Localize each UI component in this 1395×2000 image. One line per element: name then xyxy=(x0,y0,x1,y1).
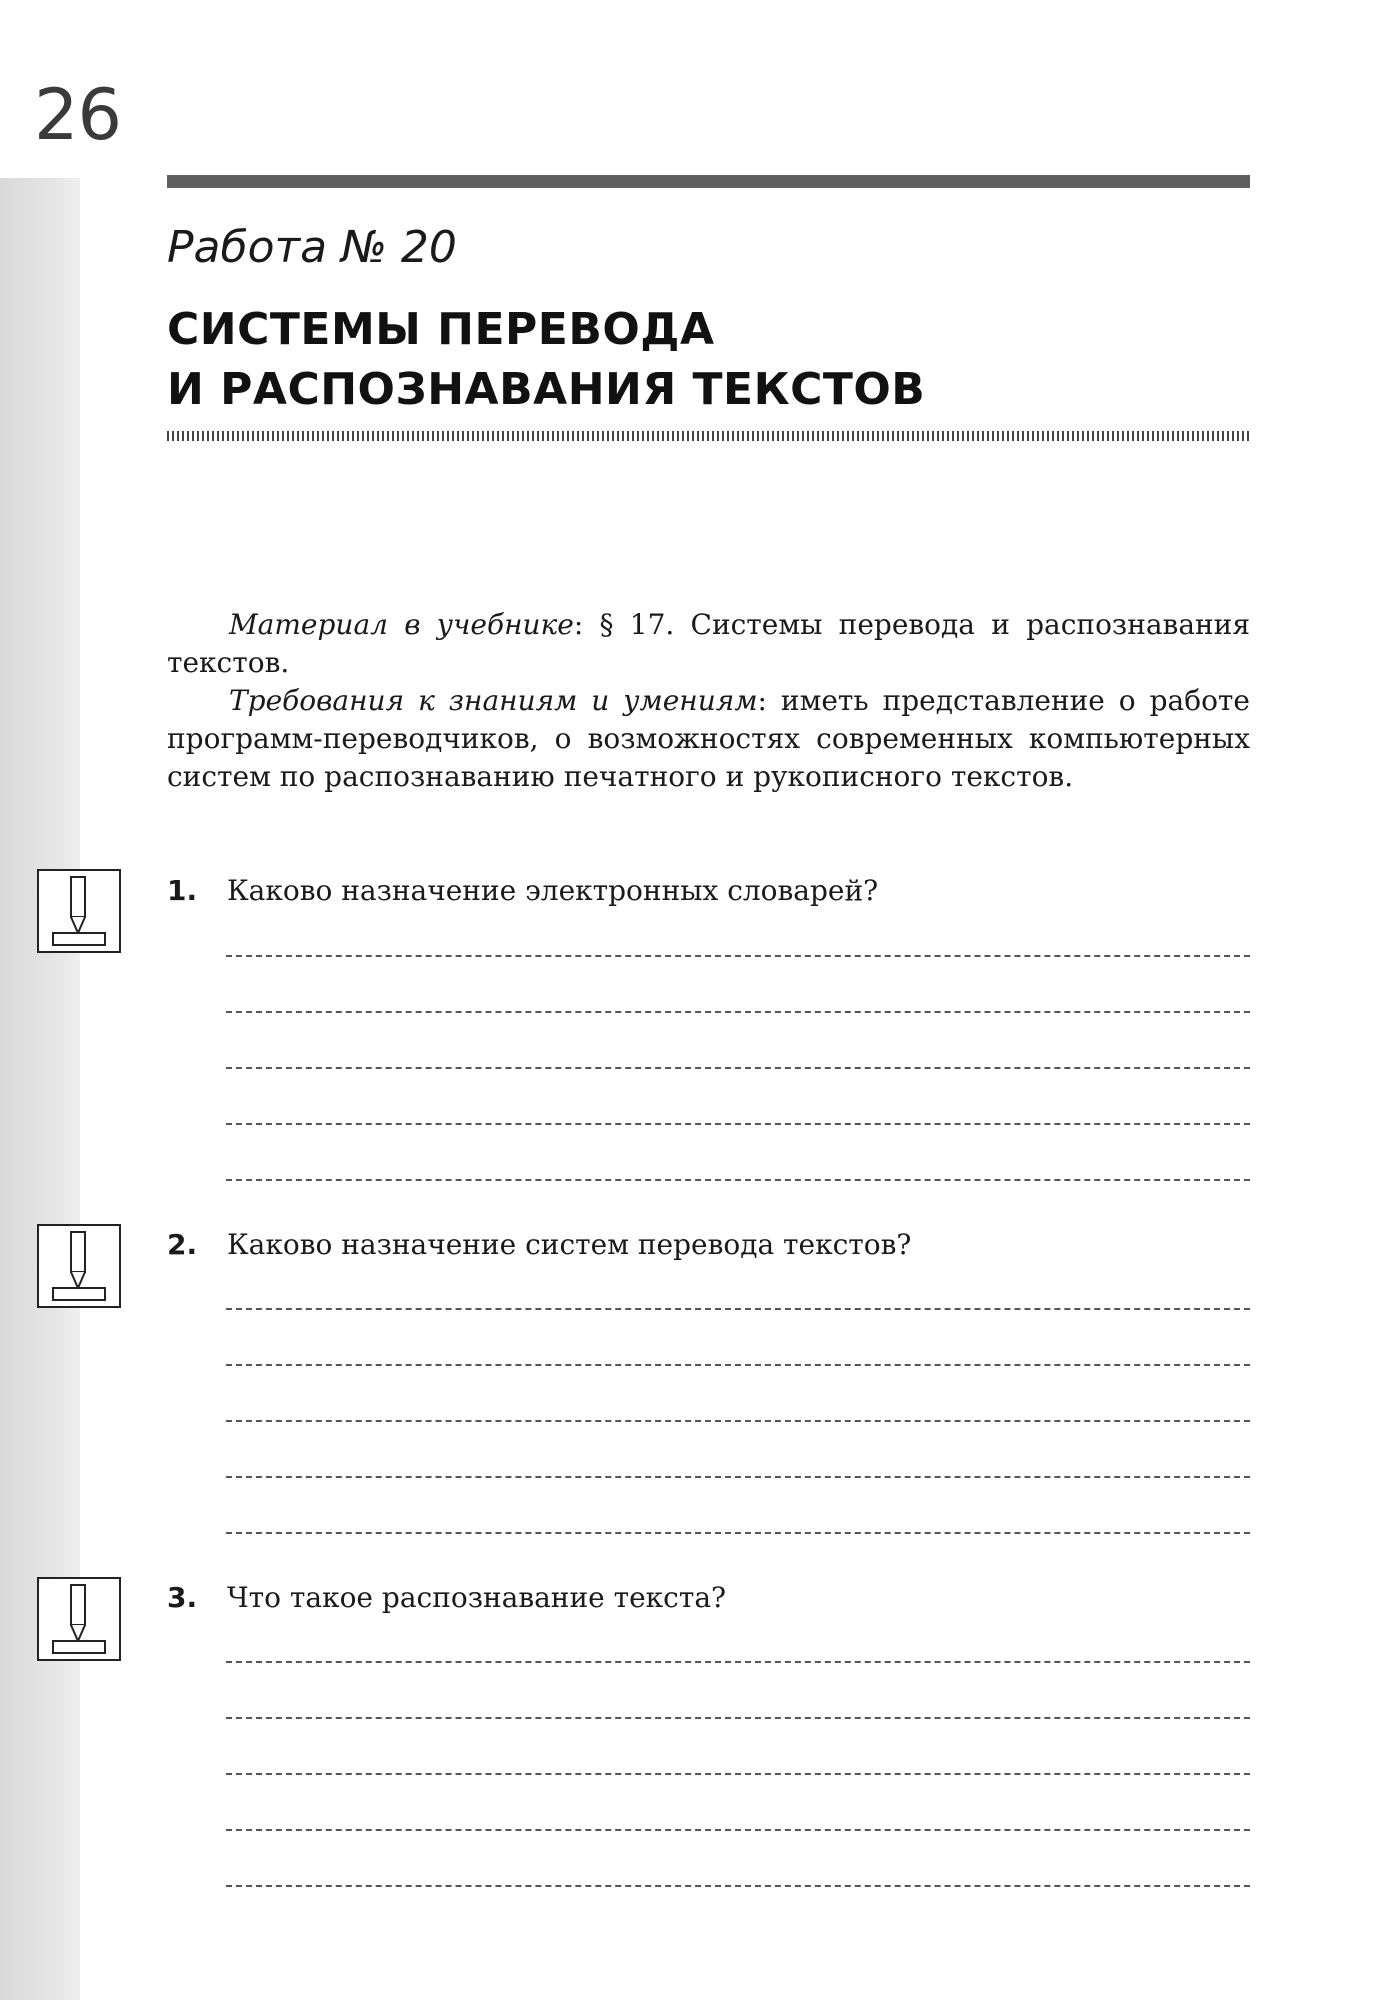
answer-line[interactable] xyxy=(226,1364,1250,1366)
requirements-text: : иметь представление о работе программ-переводчиков, о возможностях современных компьютерных систем по распознаванию печатного и рукописного текстов. xyxy=(167,684,1250,793)
material-text: : § 17. Системы перевода и распознавания текстов. xyxy=(167,608,1250,679)
answer-lines-2[interactable] xyxy=(226,1308,1250,1588)
title-hatch-rule xyxy=(167,431,1250,441)
page-title xyxy=(167,300,925,420)
question-2-text: Каково назначение систем перевода текстов? xyxy=(227,1228,912,1261)
answer-line[interactable] xyxy=(226,1067,1250,1069)
work-label: Работа № 20 xyxy=(167,222,457,273)
question-2 xyxy=(167,1227,1250,1263)
pencil-write-icon xyxy=(37,1577,121,1661)
requirements-paragraph xyxy=(167,682,1250,796)
page-number: 26 xyxy=(34,74,122,156)
question-3-number: 3. xyxy=(167,1581,198,1614)
pencil-write-icon xyxy=(37,1224,121,1308)
answer-line[interactable] xyxy=(226,1773,1250,1775)
title-line-1: СИСТЕМЫ ПЕРЕВОДА xyxy=(167,304,715,355)
page-margin-strip xyxy=(0,178,80,2000)
answer-line[interactable] xyxy=(226,1885,1250,1887)
pencil-write-icon xyxy=(37,869,121,953)
header-rule xyxy=(167,175,1250,188)
intro-block xyxy=(167,606,1250,796)
answer-line[interactable] xyxy=(226,1532,1250,1534)
answer-line[interactable] xyxy=(226,1308,1250,1310)
requirements-label: Требования к знаниям и умениям xyxy=(229,684,758,717)
question-3 xyxy=(167,1580,1250,1616)
answer-line[interactable] xyxy=(226,1717,1250,1719)
answer-line[interactable] xyxy=(226,1661,1250,1663)
question-2-number: 2. xyxy=(167,1228,198,1261)
question-1 xyxy=(167,873,1250,909)
question-1-number: 1. xyxy=(167,874,198,907)
answer-line[interactable] xyxy=(226,1829,1250,1831)
answer-line[interactable] xyxy=(226,955,1250,957)
answer-lines-3[interactable] xyxy=(226,1661,1250,1941)
question-1-text: Каково назначение электронных словарей? xyxy=(227,874,879,907)
title-line-2: И РАСПОЗНАВАНИЯ ТЕКСТОВ xyxy=(167,364,926,415)
answer-line[interactable] xyxy=(226,1011,1250,1013)
answer-line[interactable] xyxy=(226,1179,1250,1181)
question-3-text: Что такое распознавание текста? xyxy=(227,1581,727,1614)
answer-line[interactable] xyxy=(226,1420,1250,1422)
answer-lines-1[interactable] xyxy=(226,955,1250,1235)
answer-line[interactable] xyxy=(226,1476,1250,1478)
material-label: Материал в учебнике xyxy=(229,608,574,641)
material-paragraph xyxy=(167,606,1250,682)
answer-line[interactable] xyxy=(226,1123,1250,1125)
